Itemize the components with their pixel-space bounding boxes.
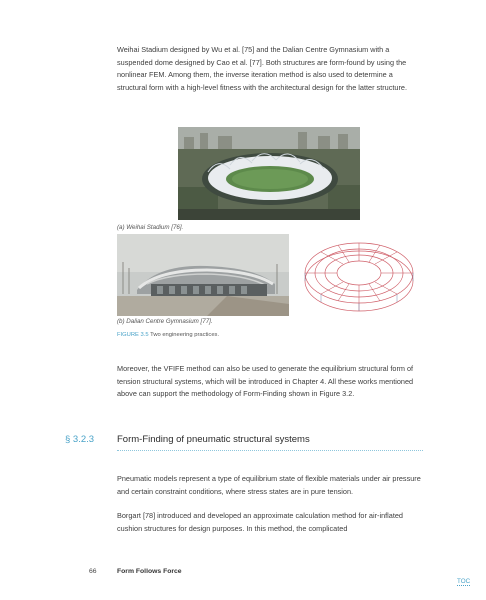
figure-caption-text: Two engineering practices. xyxy=(150,332,220,338)
body-paragraph: Pneumatic models represent a type of equilibrium state of flexible materials under air pressure and certain constraint conditions, where stress states are in pure tension. xyxy=(117,474,421,496)
section-divider xyxy=(117,450,423,451)
dalian-gymnasium-photo xyxy=(117,234,289,316)
weihai-stadium-photo xyxy=(178,127,360,220)
page-number: 66 xyxy=(89,568,97,575)
section-number: § 3.2.3 xyxy=(65,434,95,445)
body-paragraph: Moreover, the VFIFE method can also be used to generate the equilibrium structural form of tension structural systems, which will be introduced in Chapter 4. All these works mentioned above can support the methodology of Form-Finding shown in Figure 3.2. xyxy=(117,364,414,399)
body-paragraph: Weihai Stadium designed by Wu et al. [75] and the Dalian Centre Gymnasium with a suspended dome designed by Cao et al. [77]. Both structures are form-found by using the nonlinear FEM. Among them, the inverse iteration method is also used to determine a structural form with a high-level fitness with the architectural design for the latter structure. xyxy=(117,45,407,93)
toc-link[interactable]: TOC xyxy=(457,578,471,585)
figure-caption xyxy=(117,332,219,338)
subfigure-caption: (b) Dalian Centre Gymnasium [77]. xyxy=(117,318,213,325)
section-heading: Form-Finding of pneumatic structural systems xyxy=(117,434,310,445)
running-title: Form Follows Force xyxy=(117,568,182,575)
suspended-dome-wireframe xyxy=(300,235,418,317)
body-paragraph: Borgart [78] introduced and developed an approximate calculation method for air-inflated cushion structures for design purposes. In this method, the complicated xyxy=(117,511,403,533)
subfigure-caption: (a) Weihai Stadium [76]. xyxy=(117,224,184,231)
figure-label: FIGURE 3.5 xyxy=(117,332,149,338)
